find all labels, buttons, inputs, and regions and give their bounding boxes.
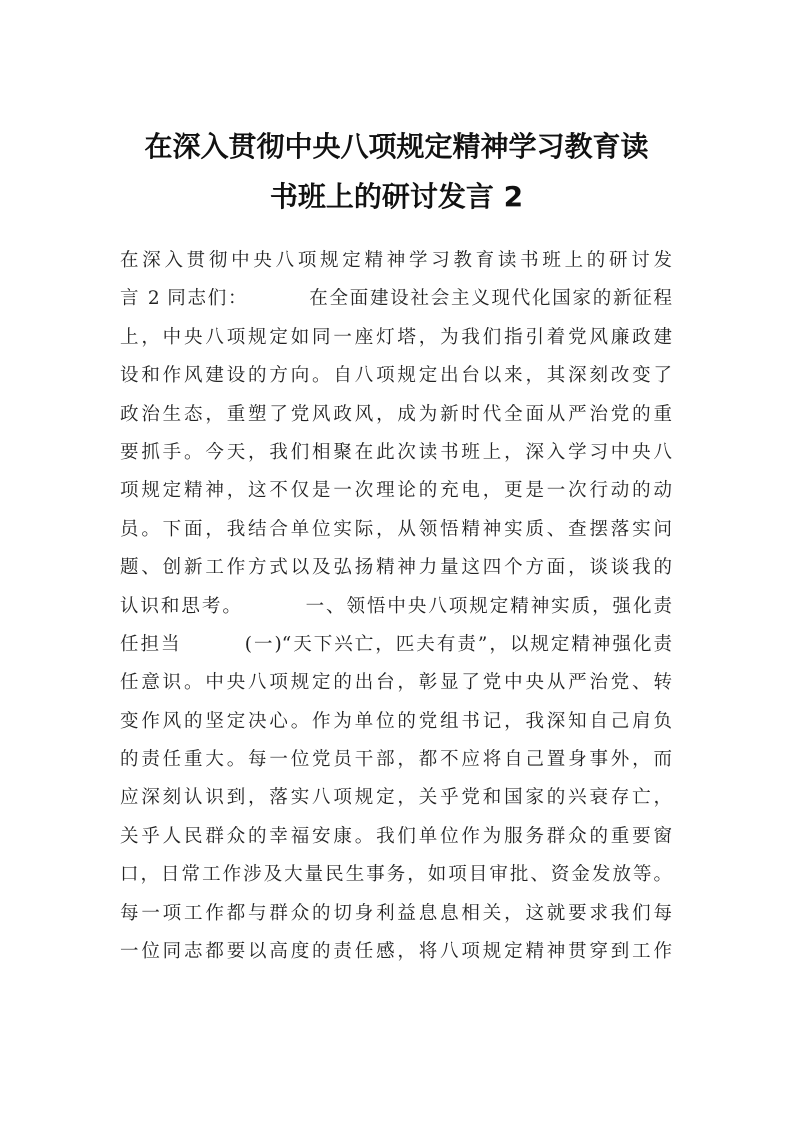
document-title <box>118 122 675 222</box>
body-line: 应深刻认识到，落实八项规定，关乎党和国家的兴衰存亡， <box>120 787 672 809</box>
body-line: 认识和思考。 一、领悟中央八项规定精神实质，强化责 <box>120 595 672 617</box>
body-line: 变作风的坚定决心。作为单位的党组书记，我深知自己肩负 <box>120 710 672 732</box>
document-body <box>120 242 672 971</box>
body-line: 政治生态，重塑了党风政风，成为新时代全面从严治党的重 <box>120 403 672 425</box>
body-line: 任意识。中央八项规定的出台，彰显了党中央从严治党、转 <box>120 672 672 694</box>
body-line: 项规定精神，这不仅是一次理论的充电，更是一次行动的动 <box>120 480 672 502</box>
body-line: 的责任重大。每一位党员干部，都不应将自己置身事外，而 <box>120 749 672 771</box>
body-line: 上，中央八项规定如同一座灯塔，为我们指引着党风廉政建 <box>120 326 672 348</box>
body-line: 设和作风建设的方向。自八项规定出台以来，其深刻改变了 <box>120 365 672 387</box>
body-line: 关乎人民群众的幸福安康。我们单位作为服务群众的重要窗 <box>120 825 672 847</box>
title-line-1: 在深入贯彻中央八项规定精神学习教育读 <box>144 130 649 163</box>
body-line: 一位同志都要以高度的责任感，将八项规定精神贯穿到工作 <box>120 941 672 963</box>
body-line: 口，日常工作涉及大量民生事务，如项目审批、资金发放等。 <box>120 864 672 886</box>
body-line: 言 2 同志们： 在全面建设社会主义现代化国家的新征程 <box>120 288 672 310</box>
title-line-2: 书班上的研讨发言 2 <box>269 180 524 213</box>
body-line: 在深入贯彻中央八项规定精神学习教育读书班上的研讨发 <box>120 250 672 271</box>
body-line: 任担当 (一)“天下兴亡，匹夫有责”，以规定精神强化责 <box>120 633 672 655</box>
body-line: 每一项工作都与群众的切身利益息息相关，这就要求我们每 <box>120 902 672 924</box>
body-line: 题、创新工作方式以及弘扬精神力量这四个方面，谈谈我的 <box>120 557 672 579</box>
body-line: 要抓手。今天，我们相聚在此次读书班上，深入学习中央八 <box>120 441 672 463</box>
body-line: 员。下面，我结合单位实际，从领悟精神实质、查摆落实问 <box>120 518 672 540</box>
